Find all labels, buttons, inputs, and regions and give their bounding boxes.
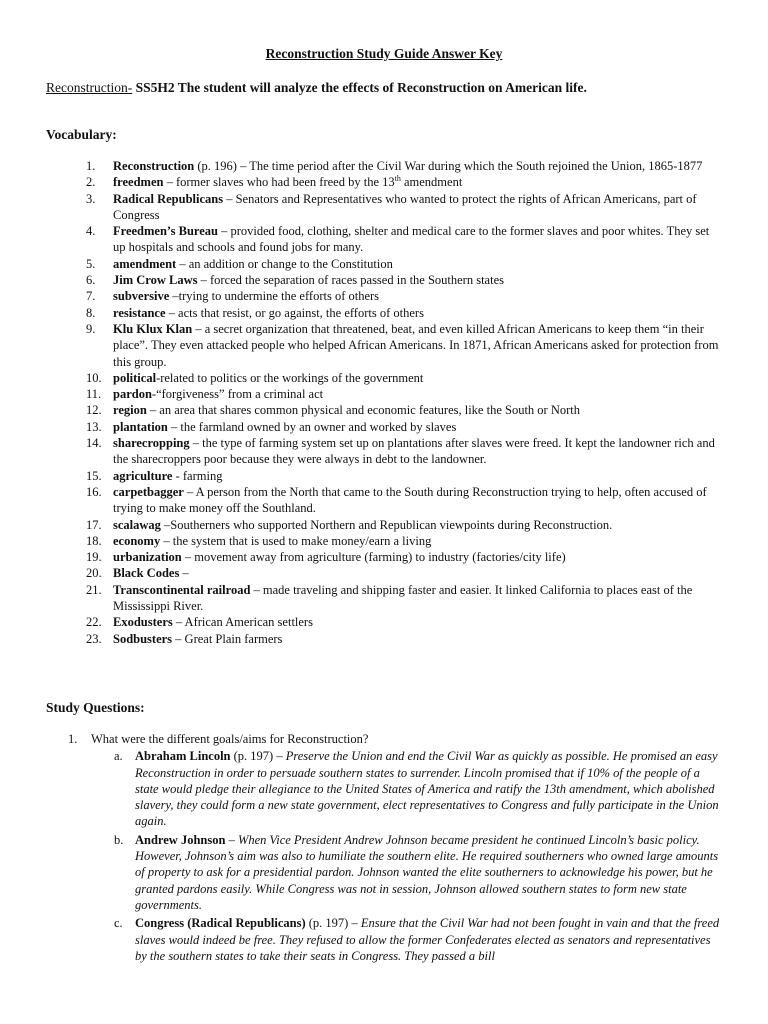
vocab-definition: -“forgiveness” from a criminal act	[151, 387, 324, 402]
vocab-definition: - farming	[172, 468, 223, 483]
answer-term: Abraham Lincoln	[135, 749, 231, 764]
vocab-definition: – Senators and Representatives who wanted to protect the rights of African Americans, part of Congress	[113, 191, 697, 222]
standard-line	[46, 80, 587, 96]
vocab-term: plantation	[113, 419, 168, 434]
vocab-definition: – an area that shares common physical and economic features, like the South or North	[146, 403, 580, 418]
vocab-item	[0, 386, 723, 402]
vocab-number: 12.	[86, 403, 102, 418]
vocab-item	[0, 533, 723, 549]
vocab-definition: –trying to undermine the efforts of others	[169, 289, 380, 304]
study-questions-heading: Study Questions:	[46, 700, 145, 715]
vocab-definition: (p. 196) – The time period after the Civil War during which the South rejoined the Union, 1865-1877	[194, 159, 703, 173]
vocab-definition: – the type of farming system set up on plantations after slaves were freed. It kept the landowner rich and the sharecroppers poor because they were always in debt to the landowner.	[113, 436, 715, 467]
vocab-term: amendment	[113, 256, 177, 271]
vocab-term: carpetbagger	[113, 484, 184, 499]
vocab-definition: -related to politics or the workings of the government	[156, 370, 424, 385]
study-questions-list	[0, 731, 768, 966]
vocab-item	[0, 435, 723, 468]
vocab-item	[0, 419, 723, 435]
vocab-term: Black Codes	[113, 566, 180, 581]
vocab-definition: – movement away from agriculture (farming) to industry (factories/city life)	[181, 550, 566, 565]
standard-text: SS5H2 The student will analyze the effects of Reconstruction on American life.	[132, 80, 587, 95]
vocab-item	[0, 256, 723, 272]
vocab-definition: – forced the separation of races passed in the Southern states	[197, 273, 504, 288]
question-text: What were the different goals/aims for Reconstruction?	[91, 732, 369, 746]
vocab-number: 4.	[86, 224, 96, 239]
vocab-definition: – provided food, clothing, shelter and medical care to the former slaves and poor whites. They set up hospitals and schools and found jobs for many.	[113, 224, 710, 255]
answer-term: Congress (Radical Republicans)	[135, 916, 306, 931]
vocab-number: 20.	[86, 566, 102, 581]
vocab-term: agriculture	[113, 468, 173, 483]
vocab-term: region	[113, 403, 147, 418]
vocab-term: urbanization	[113, 550, 182, 565]
answer-reference: (p. 197) –	[305, 916, 361, 931]
vocab-term: resistance	[113, 305, 166, 320]
answer-item	[0, 832, 725, 913]
vocab-item	[0, 158, 723, 174]
vocab-item	[0, 223, 723, 256]
vocab-number: 18.	[86, 533, 102, 548]
vocab-definition: –	[179, 566, 189, 581]
vocab-number: 21.	[86, 582, 102, 597]
vocab-number: 9.	[86, 321, 96, 336]
vocab-term: Freedmen’s Bureau	[113, 224, 218, 239]
vocab-item	[0, 468, 723, 484]
question-answers-list	[0, 748, 768, 964]
vocab-definition: – former slaves who had been freed by the 13	[163, 175, 395, 190]
vocab-definition: – an addition or change to the Constitution	[176, 256, 393, 271]
answer-description: Ensure that the Civil War had not been fought in vain and that the freed slaves would indeed be free. They refused to allow the former Confederates elected as senators and representatives by the southern states to take their seats in Congress. They passed a bill	[135, 916, 720, 963]
question-number: 1.	[68, 732, 78, 746]
vocab-item	[0, 631, 723, 647]
answer-letter: a.	[114, 749, 123, 764]
vocab-term: Radical Republicans	[113, 191, 224, 206]
vocab-item	[0, 565, 723, 581]
vocab-term: sharecropping	[113, 436, 190, 451]
vocab-term: Sodbusters	[113, 631, 173, 646]
vocab-number: 14.	[86, 436, 102, 451]
vocab-term: scalawag	[113, 517, 161, 532]
vocab-definition: – acts that resist, or go against, the efforts of others	[165, 305, 424, 320]
vocab-number: 7.	[86, 289, 96, 304]
vocab-number: 5.	[86, 256, 96, 271]
vocab-definition: – African American settlers	[172, 615, 313, 630]
answer-item	[0, 748, 725, 829]
vocab-definition: – A person from the North that came to the South during Reconstruction trying to help, often accused of trying to make money off the Southland.	[113, 484, 707, 516]
vocab-item	[0, 582, 723, 615]
question-item	[0, 731, 768, 747]
vocab-number: 23.	[86, 631, 102, 646]
vocab-item	[0, 484, 723, 517]
vocab-term: pardon	[113, 387, 152, 402]
answer-letter: b.	[114, 832, 124, 847]
vocab-number: 1.	[86, 159, 96, 173]
vocab-item	[0, 614, 723, 630]
vocab-term: political	[113, 370, 157, 385]
vocab-number: 16.	[86, 484, 102, 499]
vocabulary-list	[0, 158, 768, 647]
vocab-term: freedmen	[113, 175, 164, 190]
vocab-term: economy	[113, 533, 161, 548]
answer-item	[0, 915, 725, 964]
vocab-definition: – made traveling and shipping faster and easier. It linked California to places east of the Mississippi River.	[113, 582, 693, 614]
vocab-item	[0, 272, 723, 288]
vocab-number: 2.	[86, 175, 96, 190]
answer-reference: –	[225, 832, 238, 847]
vocab-term: subversive	[113, 289, 170, 304]
vocab-number: 19.	[86, 550, 102, 565]
vocab-term: Klu Klux Klan	[113, 321, 193, 336]
vocab-item	[0, 402, 723, 418]
vocab-term: Exodusters	[113, 615, 173, 630]
vocabulary-heading: Vocabulary:	[46, 127, 117, 142]
vocab-definition: – Great Plain farmers	[172, 631, 283, 646]
vocab-number: 3.	[86, 191, 96, 206]
vocab-number: 6.	[86, 273, 96, 288]
vocab-item	[0, 288, 723, 304]
vocab-superscript: th	[394, 174, 401, 184]
vocab-definition: – the farmland owned by an owner and worked by slaves	[167, 419, 457, 434]
vocab-item	[0, 174, 723, 190]
answer-description: Preserve the Union and end the Civil War as quickly as possible. He promised an easy Reconstruction in order to persuade southern states to surrender. Lincoln promised that if 10% of the people of a state would pledge their allegiance to the United States of America and ratify the 13th amendment, which abolished slavery, they could form a new state government, elect representatives to Congress and fully participate in the Union again.	[135, 749, 719, 829]
vocab-number: 15.	[86, 468, 102, 483]
vocab-number: 13.	[86, 419, 102, 434]
vocab-number: 8.	[86, 305, 96, 320]
vocab-definition-end: amendment	[400, 175, 463, 190]
vocab-definition: – a secret organization that threatened, beat, and even killed African Americans to keep them “in their place”. They even attacked people who helped African Americans. In 1871, African Americans asked for protection from this group.	[113, 321, 719, 369]
vocab-term: Jim Crow Laws	[113, 273, 198, 288]
vocab-definition: – the system that is used to make money/earn a living	[160, 533, 432, 548]
vocab-item	[0, 321, 723, 370]
answer-term: Andrew Johnson	[135, 832, 226, 847]
vocab-term: Reconstruction	[113, 159, 195, 173]
vocab-item	[0, 305, 723, 321]
vocab-item	[0, 517, 723, 533]
vocab-number: 11.	[86, 387, 102, 402]
standard-label: Reconstruction-	[46, 80, 133, 95]
vocab-item	[0, 370, 723, 386]
vocab-number: 10.	[86, 370, 102, 385]
vocab-item	[0, 549, 723, 565]
vocab-definition: –Southerners who supported Northern and Republican viewpoints during Reconstruction.	[160, 517, 613, 532]
answer-description: When Vice President Andrew Johnson became president he continued Lincoln’s basic policy. However, Johnson’s aim was also to humiliate the southern elite. He required southerners who owned large amounts of property to ask for a presidential pardon. Johnson wanted the elite southerners to acknowledge his power, but he granted pardons easily. While Congress was not in session, Johnson allowed southern states to form new state governments.	[135, 832, 719, 912]
vocab-number: 17.	[86, 517, 102, 532]
vocab-item	[0, 191, 723, 224]
document-title: Reconstruction Study Guide Answer Key	[265, 46, 503, 61]
answer-letter: c.	[114, 916, 123, 931]
vocab-term: Transcontinental railroad	[113, 582, 251, 597]
vocab-number: 22.	[86, 615, 102, 630]
answer-reference: (p. 197) –	[230, 749, 286, 764]
